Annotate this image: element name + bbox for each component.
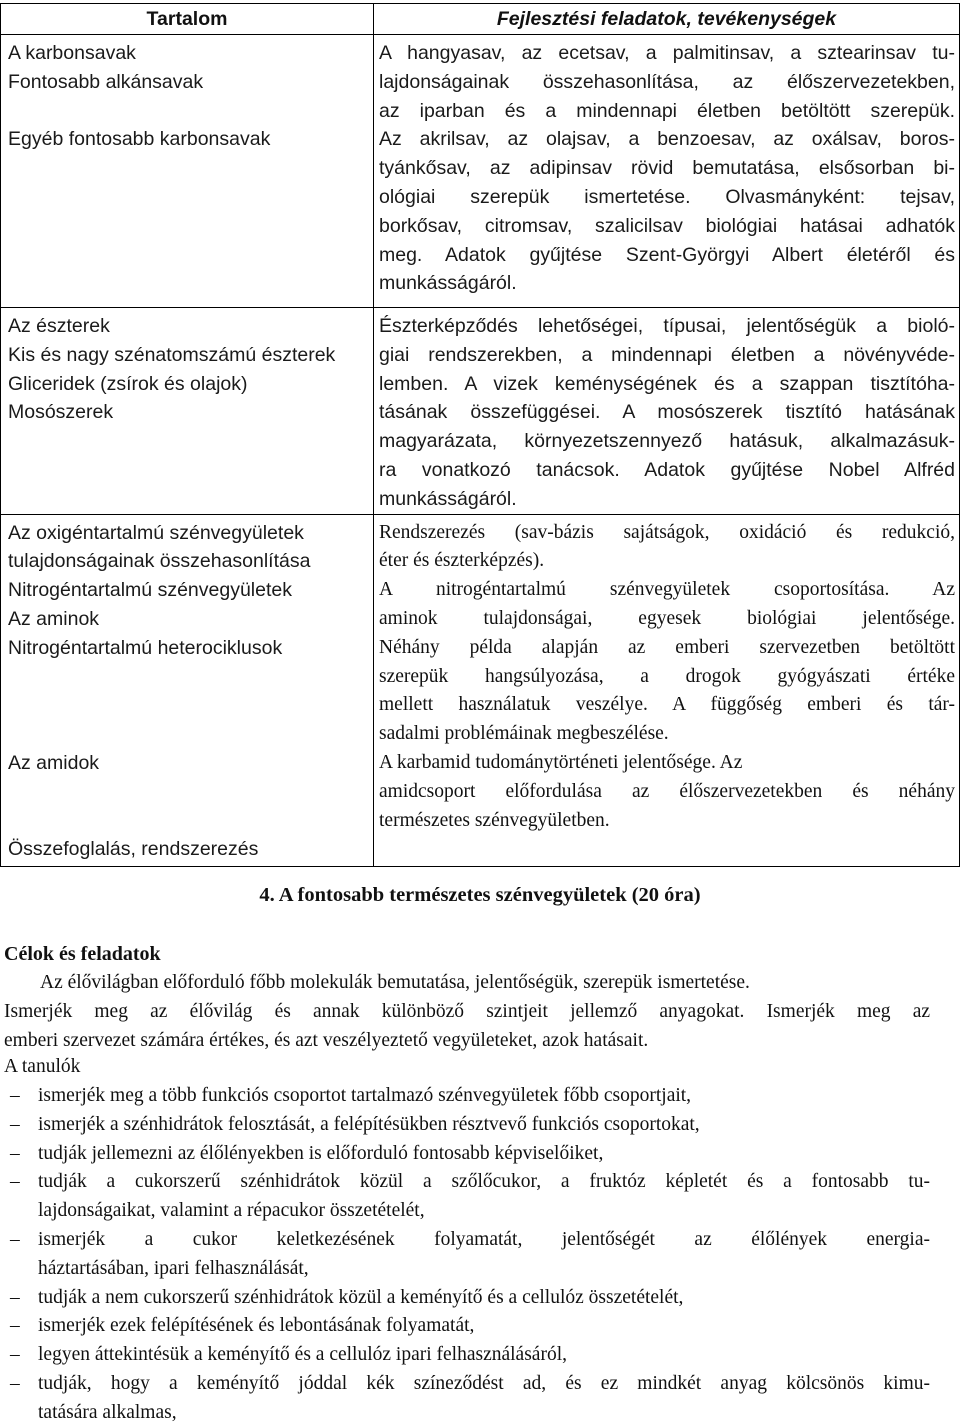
content-topic: tulajdonságainak összehasonlítása bbox=[8, 550, 311, 573]
tasks-line: Az akrilsav, az olajsav, a benzoesav, az oxálsav, boros- bbox=[379, 128, 955, 151]
list-item bbox=[0, 1312, 930, 1341]
tasks-cell bbox=[374, 514, 960, 866]
goals-line: Az élővilágban előforduló főbb molekulák bemutatása, jelentőségük, szerepük ismertetése. bbox=[40, 972, 750, 993]
learner-label: A tanulók bbox=[4, 1056, 81, 1077]
list-item-text: háztartásában, ipari felhasználását, bbox=[38, 1257, 309, 1279]
tasks-paragraph bbox=[379, 39, 955, 298]
table-row bbox=[1, 35, 960, 308]
tasks-cell bbox=[374, 35, 960, 308]
tasks-line: aminok tulajdonságai, egyesek biológiai jelentősége. bbox=[379, 607, 955, 629]
content-cell bbox=[1, 514, 374, 866]
list-item bbox=[0, 1226, 930, 1284]
content-cell bbox=[1, 35, 374, 308]
goals-line: Ismerjék meg az élővilág és annak különböző szintjeit jellemző anyagokat. Ismerjék meg az bbox=[4, 1000, 930, 1022]
table-row bbox=[1, 308, 960, 515]
tasks-line: A nitrogéntartalmú szénvegyületek csoportosítása. Az bbox=[379, 579, 955, 601]
content-topic: Kis és nagy szénatomszámú észterek bbox=[8, 343, 336, 366]
dash-bullet-icon: – bbox=[10, 1344, 20, 1366]
blank-line bbox=[8, 663, 373, 692]
list-item-text: tudják jellemezni az élőlényekben is előforduló fontosabb képviselőiket, bbox=[38, 1142, 604, 1164]
dash-bullet-icon: – bbox=[10, 1315, 20, 1337]
tasks-line: ra vonatkozó tanácsok. Adatok gyűjtése Nobel Alfréd bbox=[379, 458, 955, 481]
tasks-line: természetes szénvegyületben. bbox=[379, 809, 610, 831]
dash-bullet-icon: – bbox=[10, 1142, 20, 1164]
tasks-line: magyarázata, környezetszennyező hatásuk, alkalmazásuk- bbox=[379, 430, 955, 453]
content-topic: Összefoglalás, rendszerezés bbox=[8, 838, 259, 861]
tasks-paragraph bbox=[379, 519, 955, 836]
tasks-line: ológiai szerepük ismertetése. Olvasmányként: tejsav, bbox=[379, 185, 955, 208]
content-topic: Az amidok bbox=[8, 751, 100, 774]
tasks-cell bbox=[374, 308, 960, 515]
tasks-line: Rendszerezés (sav-bázis sajátságok, oxidáció és redukció, bbox=[379, 521, 955, 543]
blank-line bbox=[8, 720, 373, 749]
tasks-line: amidcsoport előfordulása az élőszervezetekben és néhány bbox=[379, 780, 955, 802]
goals-line: emberi szervezet számára értékes, és azt veszélyeztető vegyületeket, azok hatásait. bbox=[4, 1029, 649, 1051]
list-item-text: tudják a nem cukorszerű szénhidrátok közül a keményítő és a cellulóz összetételét, bbox=[38, 1286, 684, 1308]
objectives-list bbox=[0, 1082, 930, 1428]
tasks-paragraph bbox=[379, 312, 955, 514]
list-item-text: tudják, hogy a keményítő jóddal kék színeződést ad, és ez mindkét anyag kölcsönös kimu- bbox=[38, 1372, 930, 1394]
list-item-text: tudják a cukorszerű szénhidrátok közül a szőlőcukor, a fruktóz képletét és a fontosabb tu- bbox=[38, 1171, 930, 1193]
list-item-text: legyen áttekintésük a keményítő és a cellulóz ipari felhasználásáról, bbox=[38, 1344, 567, 1366]
list-item bbox=[0, 1082, 930, 1111]
content-topic: Az aminok bbox=[8, 607, 100, 630]
tasks-line: Észterképződés lehetőségei, típusai, jelentőségük a bioló- bbox=[379, 315, 955, 337]
tasks-line: Néhány példa alapján az emberi szervezetben betöltött bbox=[379, 636, 955, 658]
list-item-text: ismerjék a cukor keletkezésének folyamatát, jelentőségét az élőlények energia- bbox=[38, 1228, 930, 1250]
header-content: Tartalom bbox=[1, 4, 374, 35]
dash-bullet-icon: – bbox=[10, 1286, 20, 1308]
content-topic: A karbonsavak bbox=[8, 42, 136, 64]
tasks-line: szerepük hangsúlyozása, a drogok gyógyászati értéke bbox=[379, 665, 955, 687]
content-topic: Mosószerek bbox=[8, 401, 114, 424]
dash-bullet-icon: – bbox=[10, 1228, 20, 1250]
goals-paragraph bbox=[4, 969, 930, 1055]
section-title: 4. A fontosabb természetes szénvegyületek (20 óra) bbox=[259, 884, 701, 906]
list-item-text: tatására alkalmas, bbox=[38, 1401, 177, 1423]
content-topic: Nitrogéntartalmú szénvegyületek bbox=[8, 579, 292, 602]
list-item-text: ismerjék ezek felépítésének és lebontásának folyamatát, bbox=[38, 1315, 475, 1337]
table-header-row bbox=[1, 4, 960, 35]
tasks-line: éter és észterképzés). bbox=[379, 550, 545, 572]
list-item bbox=[0, 1370, 930, 1428]
content-topic: Nitrogéntartalmú heterociklusok bbox=[8, 636, 283, 659]
content-topic: Egyéb fontosabb karbonsavak bbox=[8, 128, 271, 151]
list-item-text: ismerjék meg a több funkciós csoportot tartalmazó szénvegyületek főbb csoportjait, bbox=[38, 1085, 692, 1106]
tasks-line: giai rendszerekben, a mindennapi életben a növényvéde- bbox=[379, 343, 955, 366]
tasks-line: lemben. A vizek keménységének és a szappan tisztítóha- bbox=[379, 372, 955, 395]
list-item-text: lajdonságaikat, valamint a répacukor összetételét, bbox=[38, 1200, 425, 1222]
list-item bbox=[0, 1111, 930, 1140]
blank-line bbox=[8, 807, 373, 836]
blank-line bbox=[8, 97, 373, 126]
dash-bullet-icon: – bbox=[10, 1113, 20, 1135]
tasks-line: munkásságáról. bbox=[379, 487, 517, 510]
table-row bbox=[1, 514, 960, 866]
tasks-line: tásának összefüggései. A mosószerek tisztító hatásának bbox=[379, 401, 955, 424]
tasks-line: borkősav, citromsav, szalicilsav biológiai hatásai adhatók bbox=[379, 214, 955, 237]
goals-heading: Célok és feladatok bbox=[4, 943, 161, 965]
curriculum-table bbox=[0, 3, 960, 867]
tasks-line: sadalmi problémáinak megbeszélése. bbox=[379, 723, 669, 745]
dash-bullet-icon: – bbox=[10, 1085, 20, 1106]
list-item bbox=[0, 1140, 930, 1169]
content-topic: Az oxigéntartalmú szénvegyületek bbox=[8, 521, 304, 544]
content-topic: Az észterek bbox=[8, 315, 110, 337]
dash-bullet-icon: – bbox=[10, 1372, 20, 1394]
list-item bbox=[0, 1168, 930, 1226]
list-item bbox=[0, 1341, 930, 1370]
content-topic: Gliceridek (zsírok és olajok) bbox=[8, 372, 248, 395]
tasks-line: meg. Adatok gyűjtése Szent-Györgyi Albert életéről és bbox=[379, 243, 955, 266]
blank-line bbox=[8, 778, 373, 807]
list-item-text: ismerjék a szénhidrátok felosztását, a felépítésükben résztvevő funkciós csoportokat, bbox=[38, 1113, 700, 1135]
tasks-line: A karbamid tudománytörténeti jelentősége. Az bbox=[379, 751, 743, 773]
tasks-line: mellett használatuk veszélye. A függőség emberi és tár- bbox=[379, 694, 955, 716]
header-tasks: Fejlesztési feladatok, tevékenységek bbox=[374, 4, 960, 35]
content-topic: Fontosabb alkánsavak bbox=[8, 70, 204, 93]
tasks-line: A hangyasav, az ecetsav, a palmitinsav, a sztearinsav tu- bbox=[379, 42, 955, 64]
tasks-line: az iparban és a mindennapi életben betöltött szerepük. bbox=[379, 99, 955, 122]
blank-line bbox=[8, 691, 373, 720]
content-cell bbox=[1, 308, 374, 515]
tasks-line: tyánkősav, az adipinsav rövid bemutatása, elsősorban bi- bbox=[379, 157, 955, 180]
tasks-line: munkásságáról. bbox=[379, 272, 517, 295]
list-item bbox=[0, 1284, 930, 1313]
tasks-line: lajdonságainak összehasonlítása, az élőszervezetekben, bbox=[379, 70, 955, 93]
dash-bullet-icon: – bbox=[10, 1171, 20, 1193]
